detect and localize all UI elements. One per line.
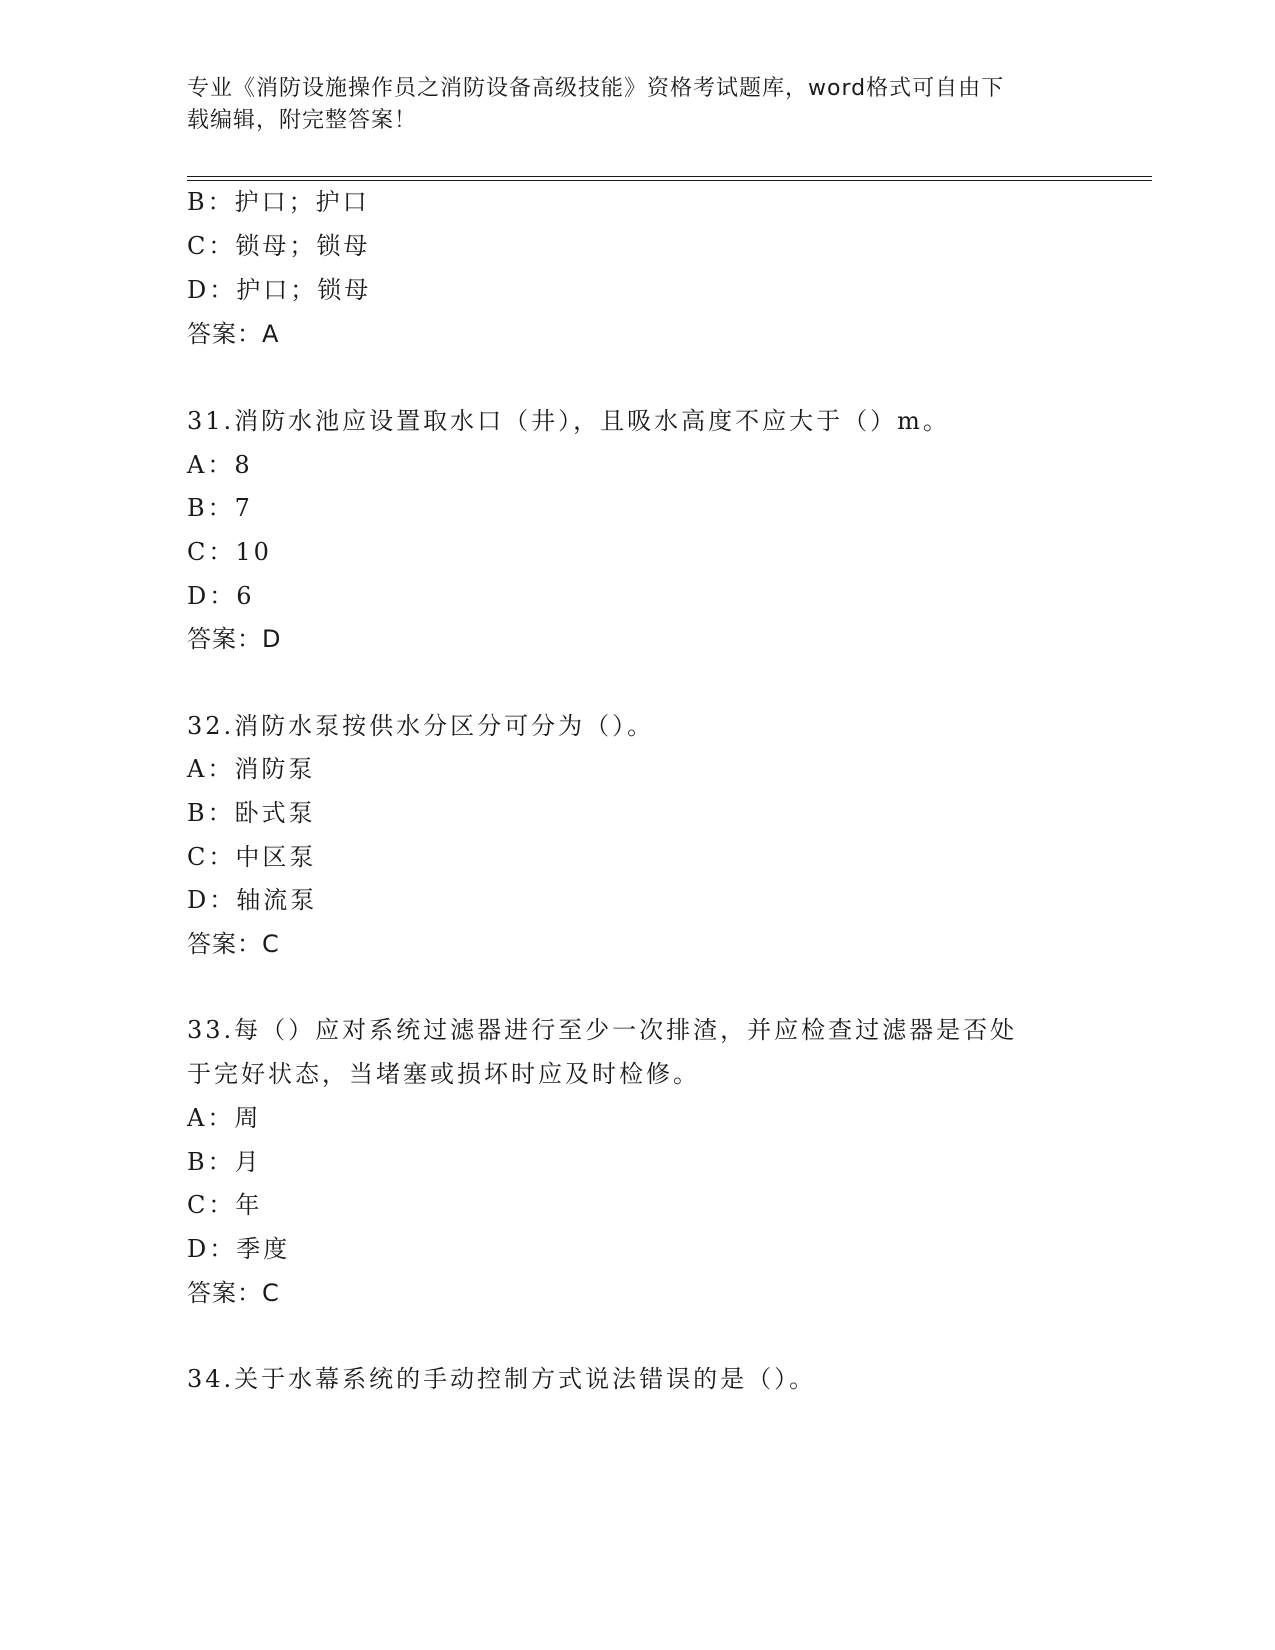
q31-option-b: B：7	[187, 494, 253, 522]
header-line-2: 载编辑，附完整答案！	[187, 108, 418, 133]
q33-option-a: A：周	[187, 1104, 262, 1132]
q32-option-b: B：卧式泵	[187, 799, 316, 827]
q33-option-b: B：月	[187, 1148, 262, 1176]
q31-option-a: A：8	[187, 451, 253, 479]
q33-answer: 答案：C	[187, 1279, 280, 1307]
q32-option-d: D：轴流泵	[187, 886, 318, 914]
q31-question: 31.消防水池应设置取水口（井），且吸水高度不应大于（）m。	[187, 407, 950, 435]
q32-question: 32.消防水泵按供水分区分可分为（）。	[187, 712, 655, 740]
q33-question-line-1: 33.每（）应对系统过滤器进行至少一次排渣，并应检查过滤器是否处	[187, 1016, 1018, 1044]
prev-answer: 答案：A	[187, 320, 280, 348]
q32-answer: 答案：C	[187, 930, 280, 958]
prev-option-b: B：护口；护口	[187, 188, 370, 216]
prev-option-d: D：护口；锁母	[187, 276, 372, 304]
q32-option-c: C：中区泵	[187, 843, 317, 871]
header-divider	[187, 176, 1152, 181]
q31-option-c: C：10	[187, 538, 272, 566]
document-header	[187, 73, 1067, 137]
q31-option-d: D：6	[187, 582, 255, 610]
header-line-1: 专业《消防设施操作员之消防设备高级技能》资格考试题库，word格式可自由下	[187, 76, 1005, 101]
q34-question: 34.关于水幕系统的手动控制方式说法错误的是（）。	[187, 1365, 817, 1393]
q33-option-c: C：年	[187, 1191, 263, 1219]
q32-option-a: A：消防泵	[187, 755, 316, 783]
q33-question-line-2: 于完好状态，当堵塞或损坏时应及时检修。	[187, 1060, 700, 1088]
q33-option-d: D：季度	[187, 1235, 291, 1263]
prev-option-c: C：锁母；锁母	[187, 232, 371, 260]
q31-answer: 答案：D	[187, 625, 282, 653]
